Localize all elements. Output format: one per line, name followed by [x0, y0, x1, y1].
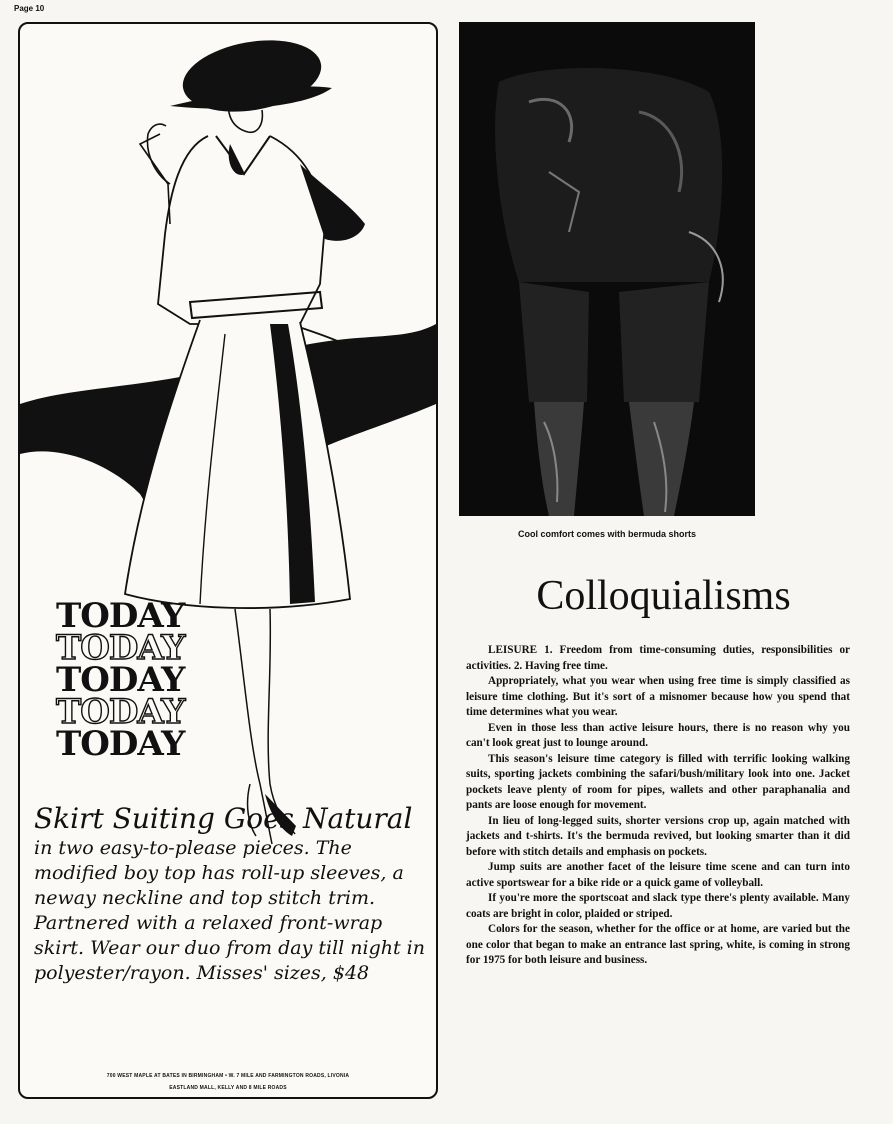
article-paragraph: LEISURE 1. Freedom from time-consuming duties, responsibilities or activities. 2. Having free time.	[466, 644, 851, 672]
today-stack	[56, 596, 185, 764]
article-paragraph: If you're more the sportscoat and slack type there's plenty available. Many coats are bright in color, plaided or striped.	[466, 892, 850, 920]
today-line: TODAY	[56, 692, 185, 732]
article-paragraph: Even in those less than active leisure hours, there is no reason why you can't look great just to lounge around.	[466, 721, 850, 749]
fashion-advertisement	[18, 22, 438, 1099]
page-number: Page 10	[14, 4, 45, 13]
today-line: TODAY	[56, 596, 185, 636]
today-line: TODAY	[56, 724, 185, 764]
script-headline: Skirt Suiting Goes Natural	[34, 802, 413, 835]
store-address-line-1: 700 WEST MAPLE AT BATES IN BIRMINGHAM • W. 7 MILE AND FARMINGTON ROADS, LIVONIA	[106, 1073, 350, 1079]
photo-caption: Cool comfort comes with bermuda shorts	[517, 529, 697, 539]
article-title: Colloquialisms	[536, 573, 791, 619]
article-paragraph: In lieu of long-legged suits, shorter versions crop up, again matched with jackets and t-shirts. It's the bermuda revived, but looking smarter than it did before with stitch details and emphasis on pockets.	[466, 814, 850, 858]
script-body: in two easy-to-please pieces. The modified boy top has roll-up sleeves, a neway neckline and top stitch trim. Partnered with a relaxed front-wrap skirt. Wear our duo from day till night in polyester/rayon. Misses' sizes, $48	[34, 837, 425, 984]
today-line: TODAY	[56, 628, 185, 668]
article-paragraph: Colors for the season, whether for the office or at home, are varied but the one color that began to make an entrance last spring, white, is coming in strong for 1975 for both leisure and business.	[466, 923, 850, 966]
lead-word: LEISURE	[488, 644, 538, 656]
article-paragraph: Jump suits are another facet of the leisure time scene and can turn into active sportswear for a bike ride or a quick game of volleyball.	[466, 861, 850, 889]
article-body	[466, 643, 850, 969]
store-address-line-2: EASTLAND MALL, KELLY AND 8 MILE ROADS	[169, 1085, 287, 1091]
today-line: TODAY	[56, 660, 185, 700]
bermuda-shorts-photo	[459, 22, 755, 516]
article-paragraph: This season's leisure time category is filled with terrific looking walking suits, sporting jackets combining the safari/bush/military look into one. Jacket pockets leave plenty of room for pipes, wallets and other paraphanalia and pants are loose enough for movement.	[466, 752, 850, 811]
photo-image	[459, 22, 755, 516]
article-paragraph: Appropriately, what you wear when using free time is simply classified as leisure time clothing. But it's sort of a misnomer because how you spend that time determines what you wear.	[466, 675, 850, 718]
script-copy	[34, 804, 429, 986]
